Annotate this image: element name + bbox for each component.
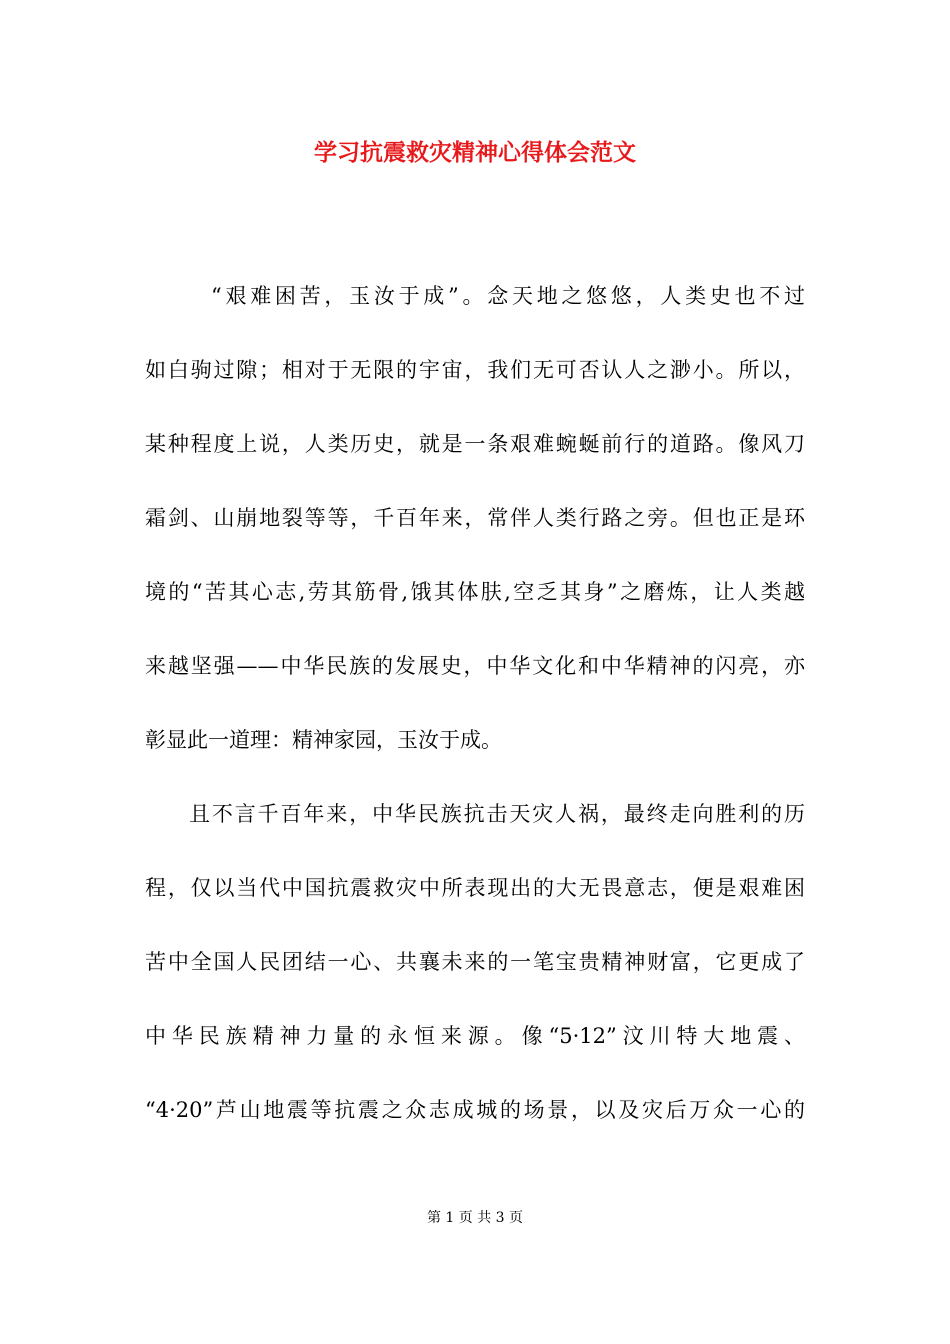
page-number: 第 1 页 共 3 页 xyxy=(426,1210,524,1226)
paragraph-1-line: 彰显此一道理：精神家园，玉汝于成。 xyxy=(145,728,502,752)
paragraph-2-line: 且不言千百年来，中华民族抗击天灾人祸，最终走向胜利的历 xyxy=(189,802,805,826)
document-title: 学习抗震救灾精神心得体会范文 xyxy=(314,139,636,166)
paragraph-2-line: “4·20”芦山地震等抗震之众志成城的场景，以及灾后万众一心的 xyxy=(145,1098,805,1122)
paragraph-1-line: 来越坚强——中华民族的发展史，中华文化和中华精神的闪亮，亦 xyxy=(145,654,805,678)
paragraph-2-line: 中华民族精神力量的永恒来源。像“5·12”汶川特大地震、 xyxy=(145,1024,805,1048)
paragraph-2-line: 程，仅以当代中国抗震救灾中所表现出的大无畏意志，便是艰难困 xyxy=(145,876,805,900)
paragraph-1-line: 如白驹过隙；相对于无限的宇宙，我们无可否认人之渺小。所以， xyxy=(145,358,805,382)
paragraph-2-line: 苦中全国人民团结一心、共襄未来的一笔宝贵精神财富，它更成了 xyxy=(145,950,805,974)
paragraph-1-line: 霜剑、山崩地裂等等，千百年来，常伴人类行路之旁。但也正是环 xyxy=(145,506,805,530)
paragraph-1-line: “艰难困苦，玉汝于成”。念天地之悠悠，人类史也不过 xyxy=(211,284,805,308)
document-body xyxy=(145,270,805,1158)
paragraph-1-line: 境的“苦其心志,劳其筋骨,饿其体肤,空乏其身”之磨炼，让人类越 xyxy=(145,580,805,604)
paragraph-1-line: 某种程度上说，人类历史，就是一条艰难蜿蜒前行的道路。像风刀 xyxy=(145,432,805,456)
